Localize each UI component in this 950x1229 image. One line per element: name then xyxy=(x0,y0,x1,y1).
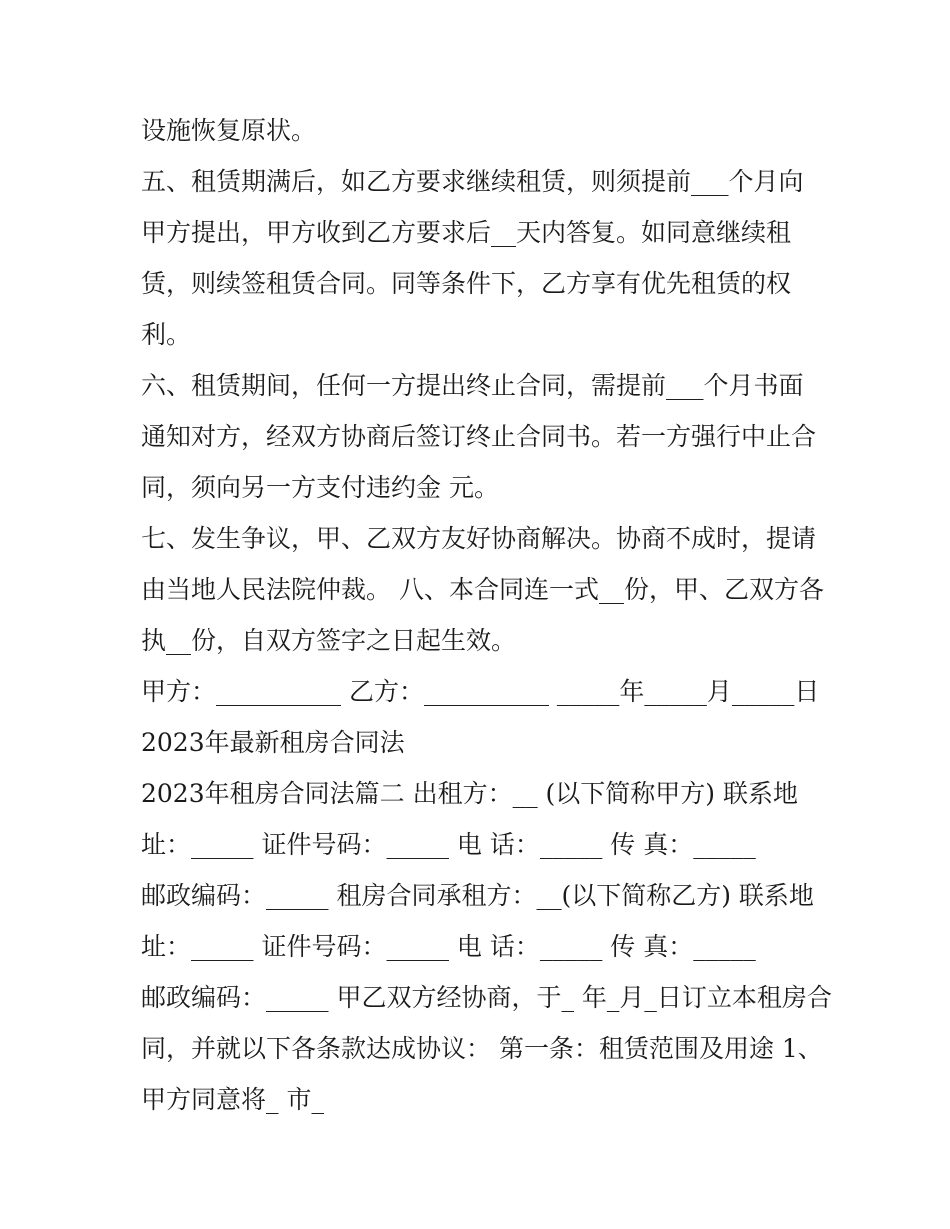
text-line: 同，并就以下各条款达成协议： 第一条：租赁范围及用途 1、 xyxy=(141,1034,823,1063)
text-line: 由当地人民法院仲裁。 八、本合同连一式__份，甲、乙双方各 xyxy=(141,575,824,604)
section-title: 2023年最新租房合同法 xyxy=(141,728,405,757)
text-line: 同，须向另一方支付违约金 元。 xyxy=(141,473,499,502)
text-line: 邮政编码：_____ 租房合同承租方：__(以下简称乙方) 联系地 xyxy=(141,881,814,910)
text-line: 通知对方，经双方协商后签订终止合同书。若一方强行中止合 xyxy=(141,422,817,451)
signature-line: 甲方：__________ 乙方：__________ _____年_____月_____日 xyxy=(141,677,820,706)
text-line: 执__份，自双方签字之日起生效。 xyxy=(141,626,517,655)
text-line: 甲方同意将_ 市_ xyxy=(141,1085,324,1114)
text-line: 赁，则续签租赁合同。同等条件下，乙方享有优先租赁的权 xyxy=(141,269,792,298)
text-line: 六、租赁期间，任何一方提出终止合同，需提前___个月书面 xyxy=(141,371,804,400)
text-line: 址：_____ 证件号码：_____ 电 话：_____ 传 真：_____ xyxy=(141,932,756,961)
text-line: 邮政编码：_____ 甲乙双方经协商，于_ 年_月_日订立本租房合 xyxy=(141,983,832,1012)
text-line: 2023年租房合同法篇二 出租方：__ (以下简称甲方) 联系地 xyxy=(141,779,798,808)
text-line: 址：_____ 证件号码：_____ 电 话：_____ 传 真：_____ xyxy=(141,830,756,859)
document-body xyxy=(141,105,832,1125)
text-line: 设施恢复原状。 xyxy=(141,116,317,145)
text-line: 五、租赁期满后，如乙方要求继续租赁，则须提前___个月向 xyxy=(141,167,804,196)
text-line: 甲方提出，甲方收到乙方要求后__天内答复。如同意继续租 xyxy=(141,218,792,247)
text-line: 利。 xyxy=(141,320,192,349)
text-line: 七、发生争议，甲、乙双方友好协商解决。协商不成时，提请 xyxy=(141,524,817,553)
